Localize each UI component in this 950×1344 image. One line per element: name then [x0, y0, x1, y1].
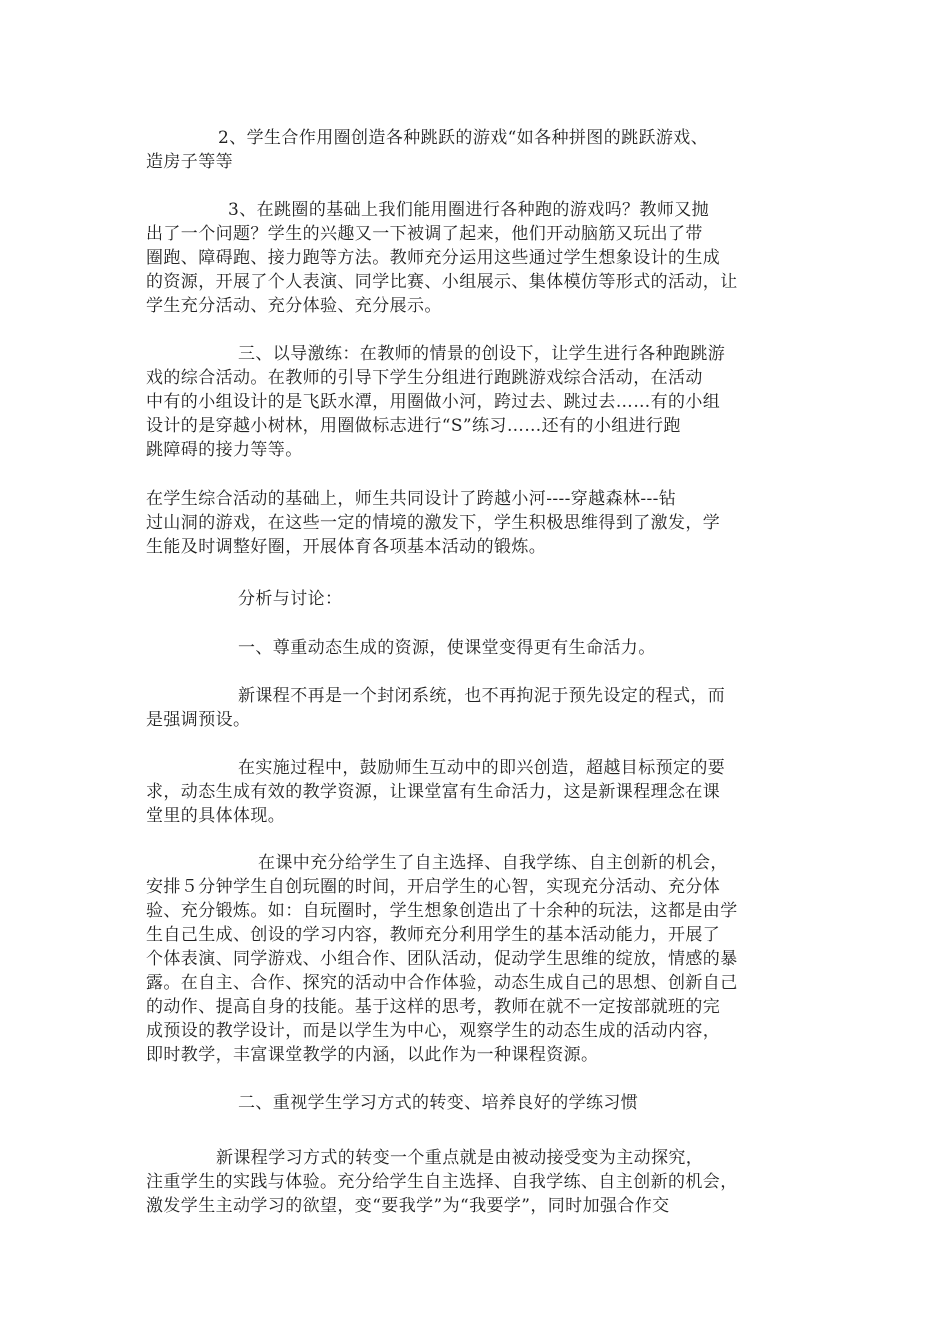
- paragraph-p9: [146, 851, 822, 1067]
- line: 的动作、提高自身的技能。基于这样的思考，教师在就不一定按部就班的完: [146, 997, 721, 1017]
- line: 个体表演、同学游戏、小组合作、团队活动，促动学生思维的绽放，情感的暴: [146, 949, 738, 969]
- line: 即时教学，丰富课堂教学的内涵，以此作为一种课程资源。: [146, 1045, 599, 1065]
- line: 成预设的教学设计，而是以学生为中心，观察学生的动态生成的活动内容，: [146, 1021, 721, 1041]
- paragraph-p11: [146, 1146, 822, 1218]
- paragraph-p7: [146, 684, 822, 732]
- line: 新课程学习方式的转变一个重点就是由被动接受变为主动探究，: [216, 1148, 704, 1168]
- line: 注重学生的实践与体验。充分给学生自主选择、自我学练、自主创新的机会，: [146, 1172, 738, 1192]
- line: 新课程不再是一个封闭系统，也不再拘泥于预先设定的程式，而: [238, 686, 726, 706]
- paragraph-p10: [146, 1091, 822, 1115]
- line: 验、充分锻炼。如：自玩圈时，学生想象创造出了十余种的玩法，这都是由学: [146, 901, 738, 921]
- line: 在实施过程中，鼓励师生互动中的即兴创造，超越目标预定的要: [238, 758, 726, 778]
- line: 圈跑、障碍跑、接力跑等方法。教师充分运用这些通过学生想象设计的生成: [146, 248, 721, 268]
- line: 生自己生成、创设的学习内容，教师充分利用学生的基本活动能力，开展了: [146, 925, 721, 945]
- line: 在学生综合活动的基础上，师生共同设计了跨越小河----穿越森林---钻: [146, 489, 677, 509]
- paragraph-p5: [146, 587, 822, 611]
- line: 设计的是穿越小树林，用圈做标志进行“S”练习……还有的小组进行跑: [146, 416, 681, 436]
- line: 一、尊重动态生成的资源，使课堂变得更有生命活力。: [238, 638, 656, 658]
- line: 出了一个问题？学生的兴趣又一下被调了起来，他们开动脑筋又玩出了带: [146, 224, 703, 244]
- line: 3、在跳圈的基础上我们能用圈进行各种跑的游戏吗？教师又抛: [228, 200, 710, 220]
- line: 分析与讨论：: [238, 589, 343, 609]
- line: 是强调预设。: [146, 710, 251, 730]
- line: 2、学生合作用圈创造各种跳跃的游戏“如各种拼图的跳跃游戏、: [218, 128, 709, 148]
- paragraph-p4: [146, 487, 822, 559]
- paragraph-p2: [146, 198, 822, 318]
- paragraph-p6: [146, 636, 822, 660]
- line: 安排５分钟学生自创玩圈的时间，开启学生的心智，实现充分活动、充分体: [146, 877, 721, 897]
- line: 二、重视学生学习方式的转变、培养良好的学练习惯: [238, 1093, 639, 1113]
- line: 中有的小组设计的是飞跃水潭，用圈做小河，跨过去、跳过去……有的小组: [146, 392, 721, 412]
- line: 堂里的具体体现。: [146, 806, 286, 826]
- line: 激发学生主动学习的欲望，变“要我学”为“我要学”，同时加强合作交: [146, 1196, 670, 1216]
- paragraph-p8: [146, 756, 822, 828]
- line: 生能及时调整好圈，开展体育各项基本活动的锻炼。: [146, 537, 547, 557]
- line: 在课中充分给学生了自主选择、自我学练、自主创新的机会，: [258, 853, 728, 873]
- line: 戏的综合活动。在教师的引导下学生分组进行跑跳游戏综合活动，在活动: [146, 368, 703, 388]
- line: 学生充分活动、充分体验、充分展示。: [146, 296, 442, 316]
- line: 的资源，开展了个人表演、同学比赛、小组展示、集体模仿等形式的活动，让: [146, 272, 738, 292]
- line: 三、以导激练：在教师的情景的创设下，让学生进行各种跑跳游: [238, 344, 726, 364]
- paragraph-p1: [146, 126, 822, 174]
- line: 跳障碍的接力等等。: [146, 440, 303, 460]
- line: 造房子等等: [146, 152, 233, 172]
- line: 过山洞的游戏，在这些一定的情境的激发下，学生积极思维得到了激发，学: [146, 513, 721, 533]
- line: 露。在自主、合作、探究的活动中合作体验，动态生成自己的思想、创新自己: [146, 973, 738, 993]
- line: 求，动态生成有效的教学资源，让课堂富有生命活力，这是新课程理念在课: [146, 782, 721, 802]
- paragraph-p3: [146, 342, 822, 462]
